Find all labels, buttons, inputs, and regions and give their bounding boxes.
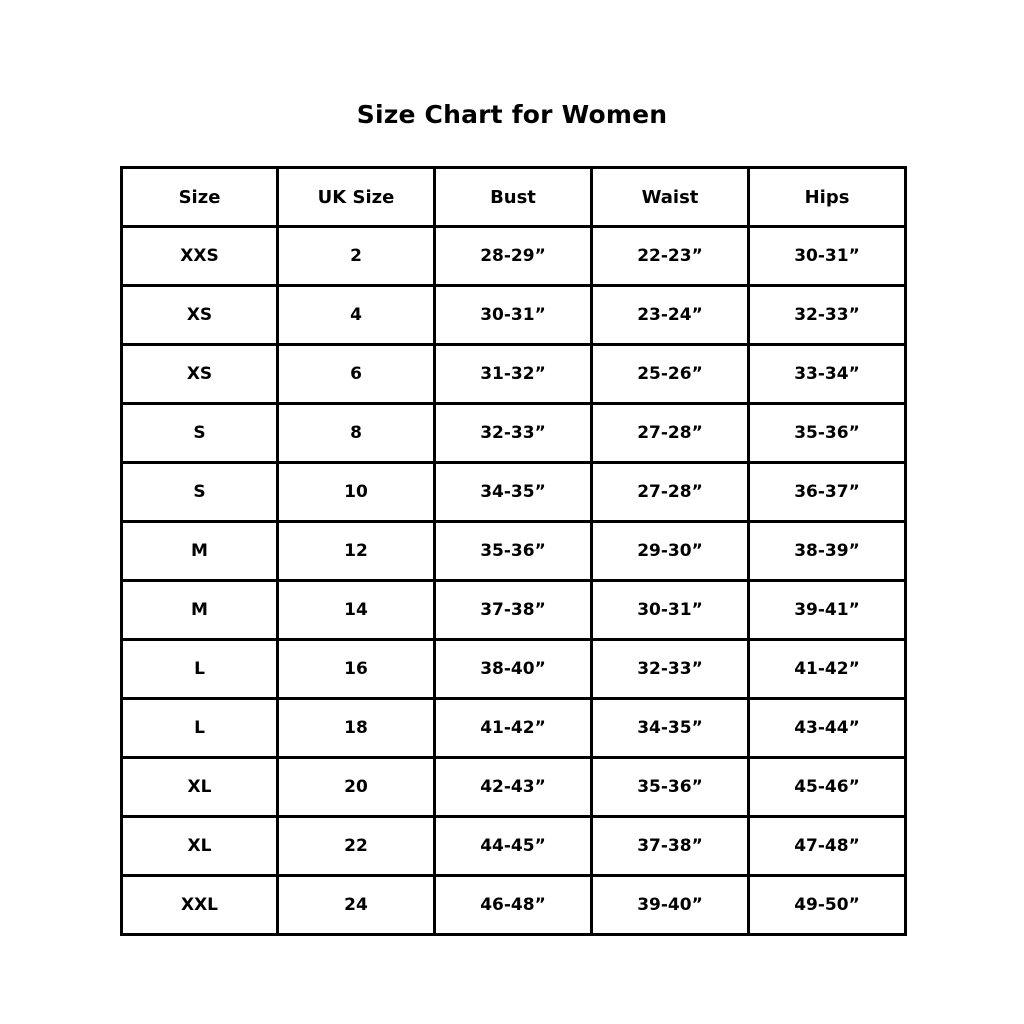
cell-bust: 42-43” (435, 758, 592, 817)
cell-uk-size: 4 (278, 286, 435, 345)
cell-size: XXS (122, 227, 278, 286)
cell-size: XS (122, 345, 278, 404)
cell-hips: 33-34” (749, 345, 906, 404)
cell-hips: 45-46” (749, 758, 906, 817)
cell-waist: 22-23” (592, 227, 749, 286)
cell-uk-size: 16 (278, 640, 435, 699)
column-header-bust: Bust (435, 168, 592, 227)
cell-size: XXL (122, 876, 278, 935)
table-row (122, 581, 906, 640)
cell-uk-size: 10 (278, 463, 435, 522)
table-row (122, 699, 906, 758)
cell-waist: 32-33” (592, 640, 749, 699)
cell-waist: 23-24” (592, 286, 749, 345)
cell-uk-size: 18 (278, 699, 435, 758)
cell-size: XL (122, 758, 278, 817)
cell-uk-size: 6 (278, 345, 435, 404)
column-header-waist: Waist (592, 168, 749, 227)
cell-bust: 31-32” (435, 345, 592, 404)
cell-uk-size: 22 (278, 817, 435, 876)
table-row (122, 404, 906, 463)
cell-bust: 46-48” (435, 876, 592, 935)
cell-size: L (122, 699, 278, 758)
table-row (122, 463, 906, 522)
cell-hips: 41-42” (749, 640, 906, 699)
cell-uk-size: 12 (278, 522, 435, 581)
cell-hips: 32-33” (749, 286, 906, 345)
size-chart-table-wrapper (120, 166, 904, 936)
cell-waist: 39-40” (592, 876, 749, 935)
cell-uk-size: 20 (278, 758, 435, 817)
table-header-row (122, 168, 906, 227)
cell-bust: 30-31” (435, 286, 592, 345)
table-row (122, 522, 906, 581)
table-row (122, 758, 906, 817)
size-chart-table (120, 166, 907, 936)
table-header (122, 168, 906, 227)
cell-waist: 25-26” (592, 345, 749, 404)
column-header-uk-size: UK Size (278, 168, 435, 227)
cell-hips: 35-36” (749, 404, 906, 463)
cell-waist: 35-36” (592, 758, 749, 817)
cell-size: S (122, 463, 278, 522)
table-row (122, 817, 906, 876)
cell-waist: 29-30” (592, 522, 749, 581)
table-row (122, 227, 906, 286)
cell-bust: 34-35” (435, 463, 592, 522)
cell-uk-size: 24 (278, 876, 435, 935)
cell-size: XL (122, 817, 278, 876)
cell-hips: 49-50” (749, 876, 906, 935)
page-title: Size Chart for Women (356, 100, 668, 129)
cell-bust: 44-45” (435, 817, 592, 876)
cell-hips: 43-44” (749, 699, 906, 758)
cell-waist: 37-38” (592, 817, 749, 876)
cell-uk-size: 8 (278, 404, 435, 463)
cell-size: M (122, 581, 278, 640)
cell-hips: 30-31” (749, 227, 906, 286)
cell-bust: 28-29” (435, 227, 592, 286)
cell-bust: 41-42” (435, 699, 592, 758)
cell-bust: 32-33” (435, 404, 592, 463)
cell-bust: 37-38” (435, 581, 592, 640)
column-header-hips: Hips (749, 168, 906, 227)
cell-hips: 38-39” (749, 522, 906, 581)
cell-waist: 27-28” (592, 404, 749, 463)
table-row (122, 876, 906, 935)
table-row (122, 286, 906, 345)
table-row (122, 640, 906, 699)
cell-size: L (122, 640, 278, 699)
cell-uk-size: 14 (278, 581, 435, 640)
table-body (122, 227, 906, 935)
table-row (122, 345, 906, 404)
cell-uk-size: 2 (278, 227, 435, 286)
cell-waist: 30-31” (592, 581, 749, 640)
cell-waist: 27-28” (592, 463, 749, 522)
cell-hips: 39-41” (749, 581, 906, 640)
cell-waist: 34-35” (592, 699, 749, 758)
cell-bust: 38-40” (435, 640, 592, 699)
cell-hips: 47-48” (749, 817, 906, 876)
cell-size: S (122, 404, 278, 463)
cell-size: XS (122, 286, 278, 345)
cell-bust: 35-36” (435, 522, 592, 581)
cell-size: M (122, 522, 278, 581)
cell-hips: 36-37” (749, 463, 906, 522)
column-header-size: Size (122, 168, 278, 227)
